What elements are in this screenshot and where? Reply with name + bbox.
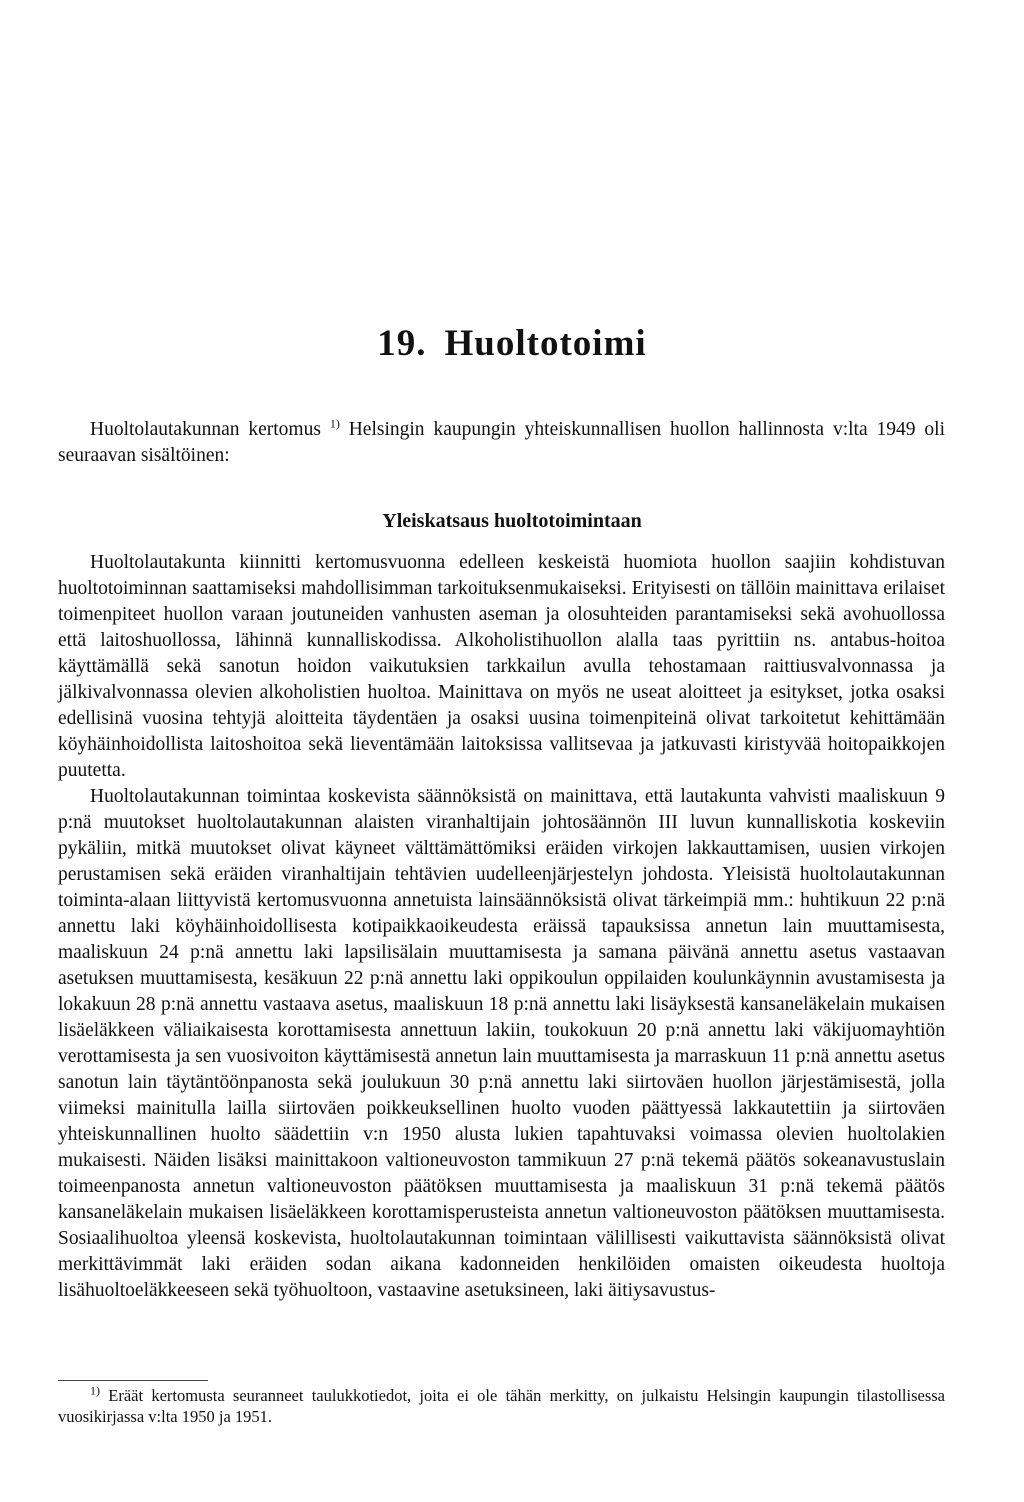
footnote-text: Eräät kertomusta seuranneet taulukkotiedot, joita ei ole tähän merkitty, on julkaistu Helsingin kaupungin tilastollisessa vuosikirjassa v:lta 1950 ja 1951.	[58, 1386, 945, 1426]
chapter-number: 19.	[377, 323, 427, 364]
chapter-title	[0, 322, 1024, 365]
intro-paragraph	[58, 417, 945, 469]
main-text	[58, 550, 945, 1304]
paragraph: Huoltolautakunta kiinnitti kertomusvuonna edelleen keskeistä huomiota huollon saajiin kohdistuvan huoltotoiminnan saattamiseksi mahdollisimman tarkoituksenmukaiseksi. Erityisesti on tällöin mainittava erilaiset toimenpiteet huollon varaan joutuneiden vanhusten aseman ja olosuhteiden parantamiseksi sekä avohuollossa että laitoshuollossa, lähinnä kunnalliskodissa. Alkoholistihuollon alalla taas pyrittiin ns. antabus-hoitoa käyttämällä sekä sanotun hoidon vaikutuksien tarkkailun avulla tehostamaan raittiusvalvonnassa ja jälkivalvonnassa olevien alkoholistien huoltoa. Mainittava on myös ne useat aloitteet ja esitykset, jotka osaksi edellisinä vuosina tehtyjä aloitteita täydentäen ja osaksi uusina toimenpiteinä olivat tarkoitetut kehittämään köyhäinhoidollista laitoshoitoa sekä lieventämään laitoksissa vallitsevaa ja jatkuvasti kiristyvää hoitopaikkojen puutetta.	[58, 552, 945, 781]
footnote-divider	[58, 1380, 208, 1381]
footnote-reference: 1)	[329, 416, 340, 431]
footnote-marker: 1)	[90, 1383, 100, 1398]
footnote	[58, 1385, 945, 1427]
paragraph: Huoltolautakunnan toimintaa koskevista säännöksistä on mainittava, että lautakunta vahvisti maaliskuun 9 p:nä muutokset huoltolautakunnan alaisten viranhaltijain johtosäännön III luvun kunnalliskotia koskeviin pykäliin, mitkä muutokset olivat käyneet välttämättömiksi eräiden virkojen lakkauttamisen, uusien virkojen perustamisen sekä eräiden viranhaltijain tehtävien uudelleenjärjestelyn johdosta. Yleisistä huoltolautakunnan toiminta-alaan liittyvistä kertomusvuonna annetuista lainsäännöksistä olivat tärkeimpiä mm.: huhtikuun 22 p:nä annettu laki köyhäinhoidollisesta kotipaikkaoikeudesta eräissä tapauksissa annetun lain muuttamisesta, maaliskuun 24 p:nä annettu laki lapsilisälain muuttamisesta ja samana päivänä annettu asetus vastaavan asetuksen muuttamisesta, kesäkuun 22 p:nä annettu laki oppikoulun oppilaiden koulunkäynnin avustamisesta ja lokakuun 28 p:nä annettu vastaava asetus, maaliskuun 18 p:nä annettu laki lisäyksestä kansaneläkelain mukaisen lisäeläkkeen väliaikaisesta korottamisesta annettuun lakiin, toukokuun 20 p:nä annettu laki väkijuomayhtiön verottamisesta ja sen vuosivoiton käyttämisestä annetun lain muuttamisesta ja marraskuun 11 p:nä annettu asetus sanotun lain täytäntöönpanosta sekä joulukuun 30 p:nä annettu laki siirtoväen huollon järjestämisestä, jolla viimeksi mainitulla lailla siirtoväen poikkeuksellinen huolto vuoden päättyessä lakkautettiin ja siirtoväen yhteiskunnallinen huolto säädettiin v:n 1950 alusta lukien tapahtuvaksi voimassa olevien huoltolakien mukaisesti. Näiden lisäksi mainittakoon valtioneuvoston tammikuun 27 p:nä tekemä päätös sokeanavustuslain toimeenpanosta annetun valtioneuvoston päätöksen muuttamisesta ja maaliskuun 31 p:nä tekemä päätös kansaneläkelain mukaisen lisäeläkkeen korottamisperusteista annetun valtioneuvoston päätöksen muuttamisesta. Sosiaalihuoltoa yleensä koskevista, huoltolautakunnan toimintaan välillisesti vaikuttavista säännöksistä olivat merkittävimmät laki eräiden sodan aikana kadonneiden henkilöiden omaisten oikeudesta huoltoja lisähuoltoeläkkeeseen sekä työhuoltoon, vastaavine asetuksineen, laki äitiysavustus-	[58, 786, 945, 1301]
section-heading: Yleiskatsaus huoltotoimintaan	[382, 510, 642, 532]
intro-text-start: Huoltolautakunnan kertomus	[90, 419, 330, 440]
chapter-title-text: Huoltotoimi	[444, 323, 647, 364]
intro-text-end: Helsingin kaupungin yhteiskunnallisen huollon hallinnosta v:lta 1949 oli seuraavan sisältöinen:	[58, 419, 945, 466]
